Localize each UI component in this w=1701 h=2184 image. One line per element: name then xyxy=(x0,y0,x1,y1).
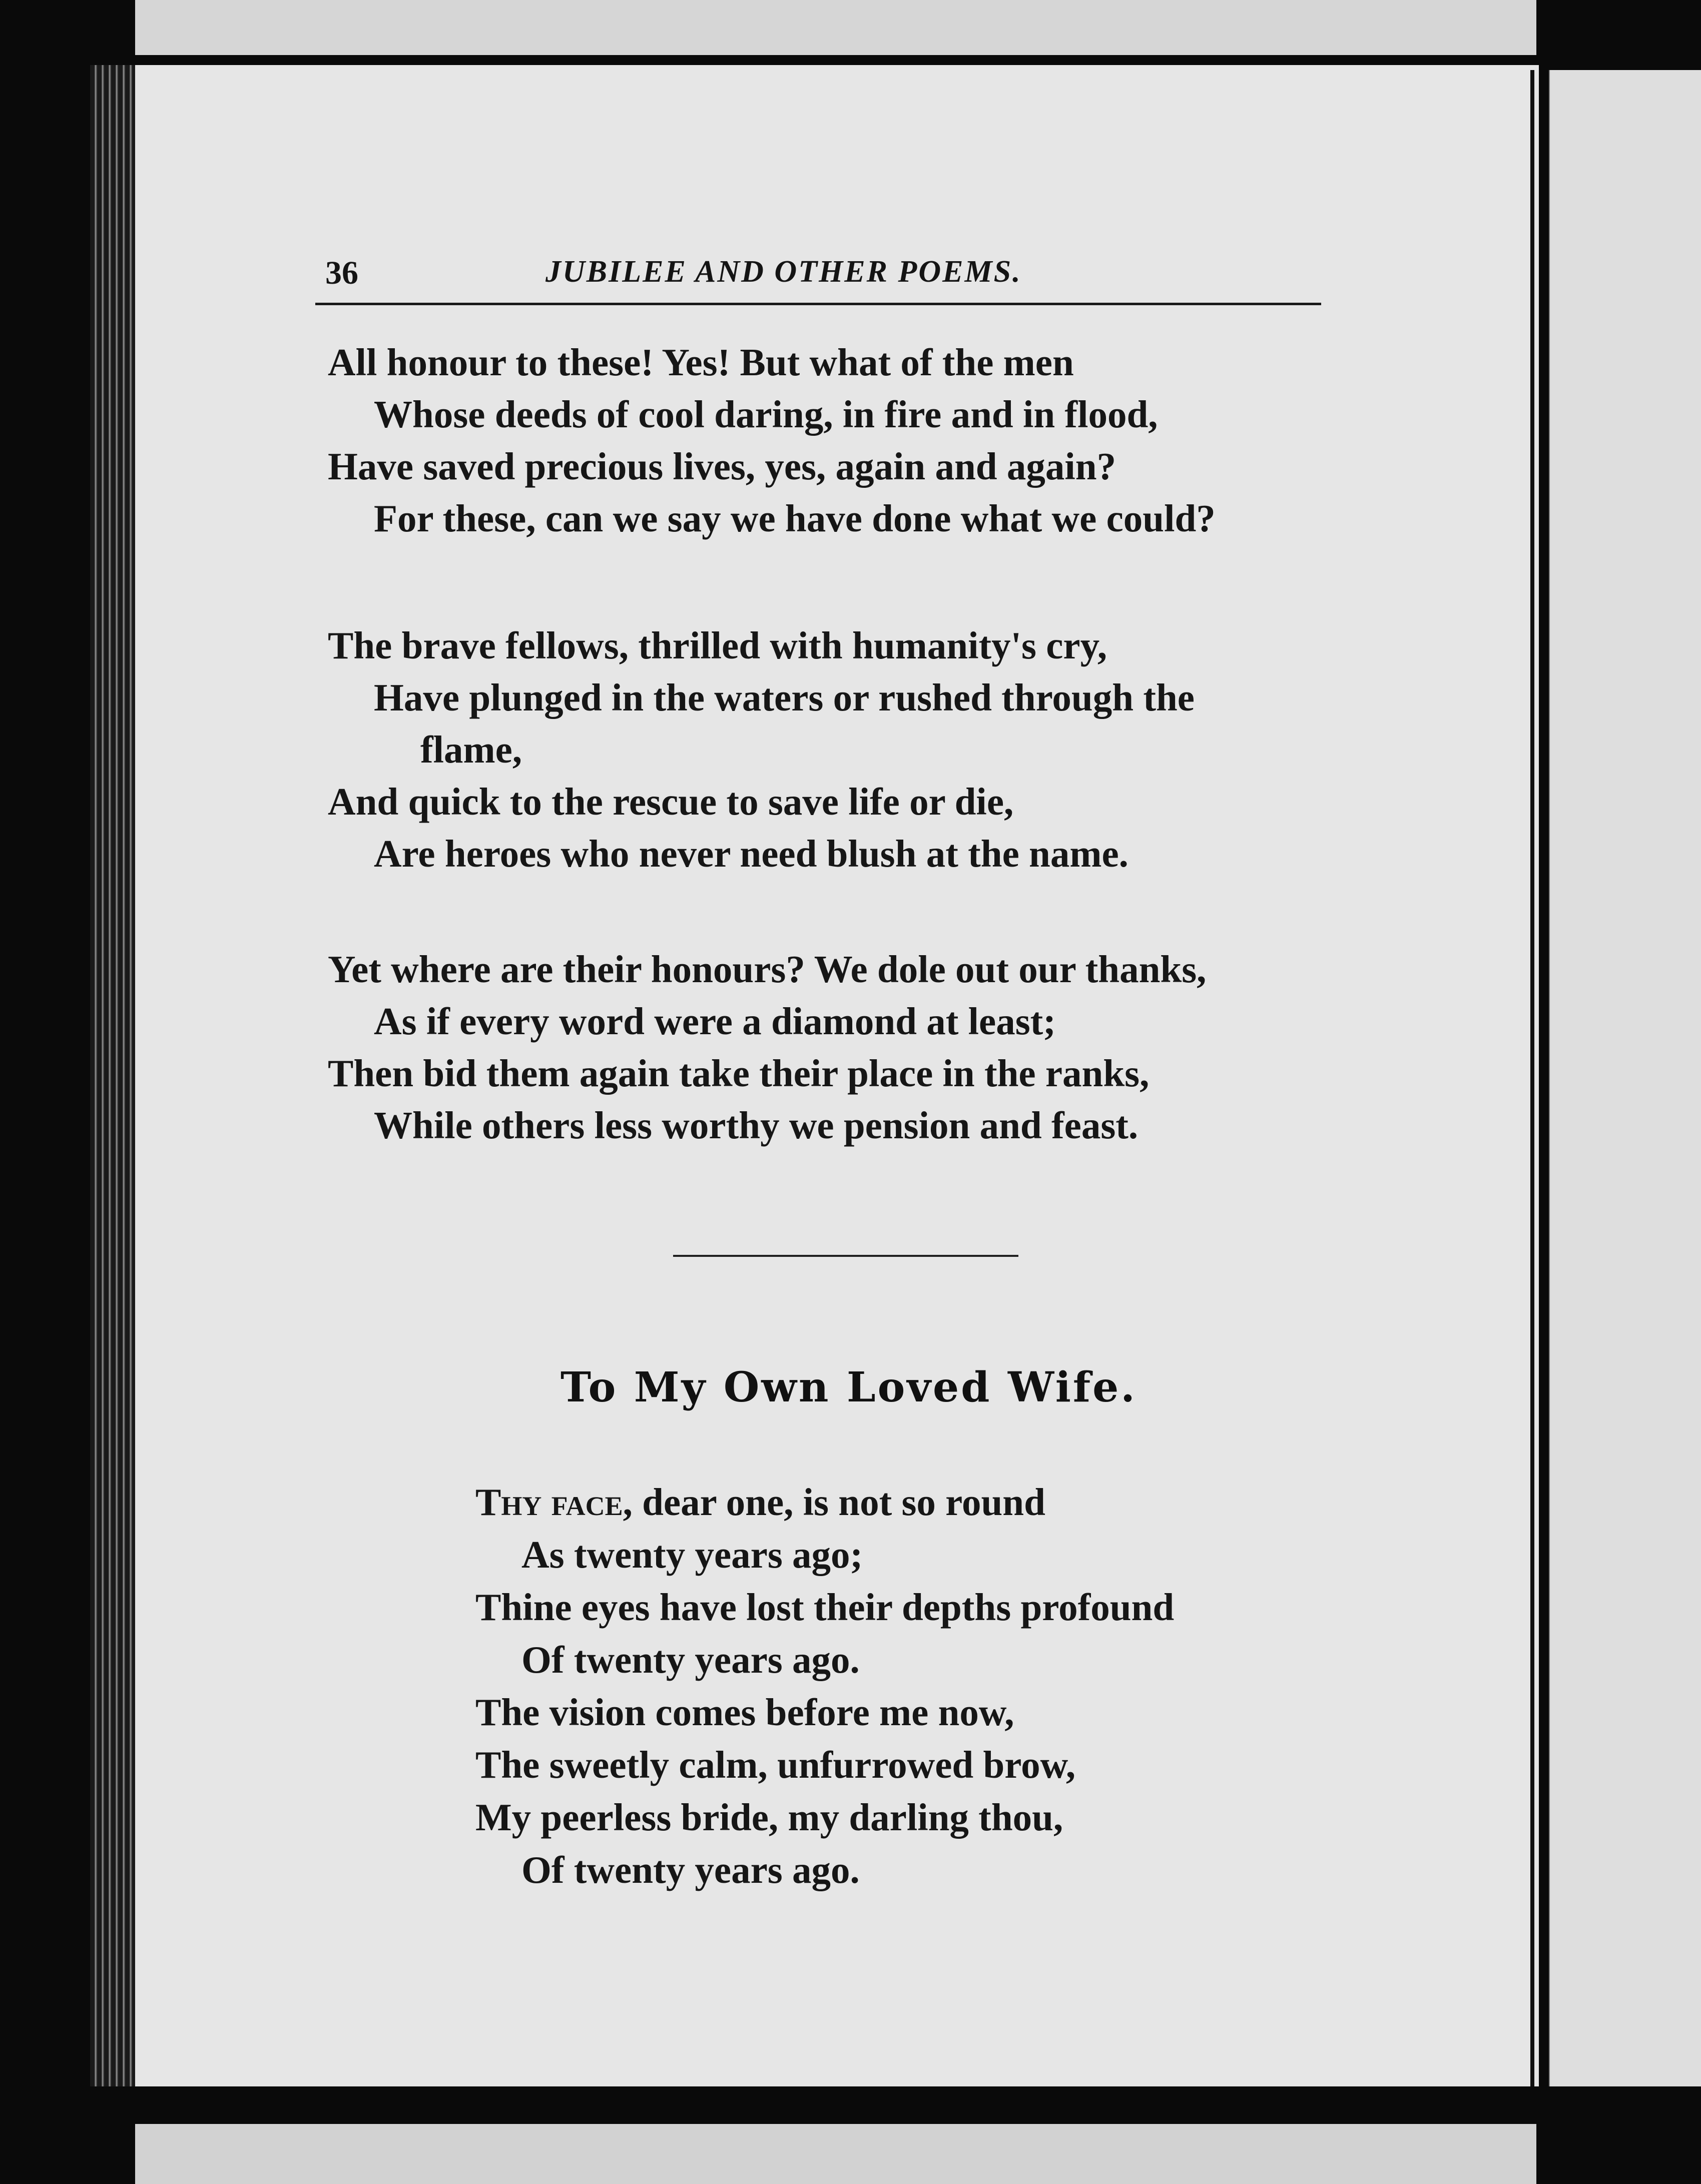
verse-line: flame, xyxy=(420,728,522,771)
bottom-margin-strip xyxy=(135,2124,1536,2184)
stanza-3 xyxy=(328,943,1429,1151)
section-divider xyxy=(673,1255,1018,1257)
verse-line: The sweetly calm, unfurrowed brow, xyxy=(475,1743,1076,1786)
verse-line: Have saved precious lives, yes, again and again? xyxy=(328,445,1116,488)
verse-line: My peerless bride, my darling thou, xyxy=(475,1796,1063,1839)
page-header xyxy=(325,250,1326,295)
verse-line: Yet where are their honours? We dole out our thanks, xyxy=(328,948,1207,991)
verse-line: And quick to the rescue to save life or die, xyxy=(328,780,1014,823)
poem-2-stanza xyxy=(475,1476,1376,1896)
page-number: 36 xyxy=(325,255,358,291)
verse-line xyxy=(475,1476,1376,1529)
top-margin-strip xyxy=(135,0,1536,55)
running-title: JUBILEE AND OTHER POEMS. xyxy=(545,255,1022,289)
verse-line: While others less worthy we pension and feast. xyxy=(374,1104,1139,1147)
verse-line: Whose deeds of cool daring, in fire and in flood, xyxy=(374,393,1158,436)
opening-smallcaps: Thy face xyxy=(475,1481,623,1524)
stanza-2 xyxy=(328,619,1429,880)
verse-line: Of twenty years ago. xyxy=(521,1848,860,1891)
verse-line: The brave fellows, thrilled with humanity's cry, xyxy=(328,624,1107,667)
facing-page-strip xyxy=(1549,70,1701,2086)
verse-line: Then bid them again take their place in the ranks, xyxy=(328,1052,1150,1095)
facing-page-edge xyxy=(1549,70,1550,2086)
verse-line: As if every word were a diamond at least; xyxy=(374,1000,1056,1043)
page-stack-edges xyxy=(90,65,135,2086)
verse-line: Have plunged in the waters or rushed through the xyxy=(374,676,1195,719)
stanza-1 xyxy=(328,336,1429,544)
gutter-rule xyxy=(1530,70,1534,2086)
verse-line-rest: , dear one, is not so round xyxy=(623,1481,1045,1524)
verse-line: Thine eyes have lost their depths profound xyxy=(475,1586,1175,1629)
verse-line: The vision comes before me now, xyxy=(475,1691,1014,1734)
verse-line: Of twenty years ago. xyxy=(521,1638,860,1681)
verse-line: As twenty years ago; xyxy=(521,1533,863,1576)
verse-line: All honour to these! Yes! But what of the men xyxy=(328,341,1074,384)
verse-line: Are heroes who never need blush at the name. xyxy=(374,832,1128,875)
poem-title: To My Own Loved Wife. xyxy=(560,1363,1137,1411)
verse-line: For these, can we say we have done what we could? xyxy=(374,497,1216,540)
header-rule xyxy=(315,303,1321,305)
